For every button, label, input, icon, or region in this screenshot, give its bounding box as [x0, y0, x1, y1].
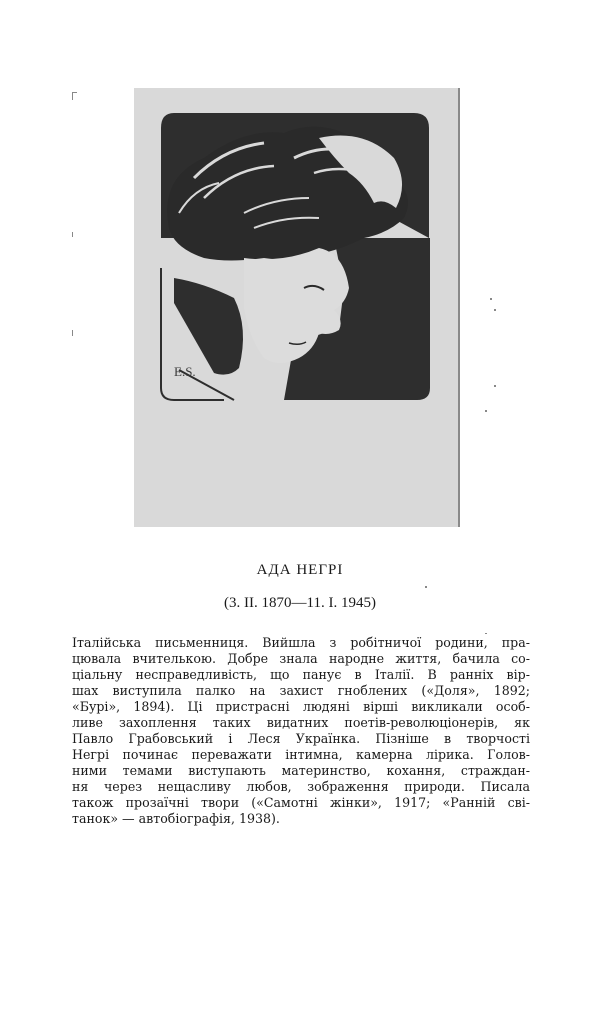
scan-speck	[494, 385, 496, 387]
scan-speck	[485, 410, 487, 412]
biography-line: цювала вчителькою. Добре знала народне життя, бачила со-	[72, 651, 530, 666]
biography-line: Негрі починає переважати інтимна, камерна лірика. Голов-	[72, 747, 530, 762]
scan-speck	[72, 92, 73, 100]
scan-speck	[72, 232, 73, 237]
scan-speck	[425, 586, 427, 588]
person-name-heading: АДА НЕГРІ	[256, 562, 344, 578]
scan-speck	[485, 633, 487, 634]
life-dates: (3. II. 1870—11. I. 1945)	[224, 595, 376, 611]
biography-line: танок» — автобіографія, 1938).	[72, 811, 280, 826]
scan-speck	[72, 330, 73, 336]
scan-speck	[494, 309, 496, 311]
scan-speck	[490, 298, 492, 300]
portrait-drawing	[134, 88, 460, 527]
biography-line: ціальну несправедливість, що панує в Італії. В ранніх вір-	[72, 667, 530, 682]
biography-line: шах виступила палко на захист гноблених («Доля», 1892;	[72, 683, 530, 698]
biography-line: «Бурі», 1894). Ці пристрасні людяні вірші викликали особ-	[72, 699, 530, 714]
biography-line: Павло Грабовський і Леся Українка. Пізніше в творчості	[72, 731, 530, 746]
portrait-image	[134, 88, 460, 527]
biography-paragraph	[72, 635, 530, 827]
portrait-signature: E.S.	[174, 364, 196, 379]
biography-line: також прозаїчні твори («Самотні жінки», 1917; «Ранній сві-	[72, 795, 530, 810]
biography-line: ня через нещасливу любов, зображення природи. Писала	[72, 779, 530, 794]
biography-line: Італійська письменниця. Вийшла з робітничої родини, пра-	[72, 635, 530, 650]
biography-line: ними темами виступають материнство, кохання, страждан-	[72, 763, 530, 778]
biography-line: ливе захоплення таких видатних поетів-революціонерів, як	[72, 715, 530, 730]
